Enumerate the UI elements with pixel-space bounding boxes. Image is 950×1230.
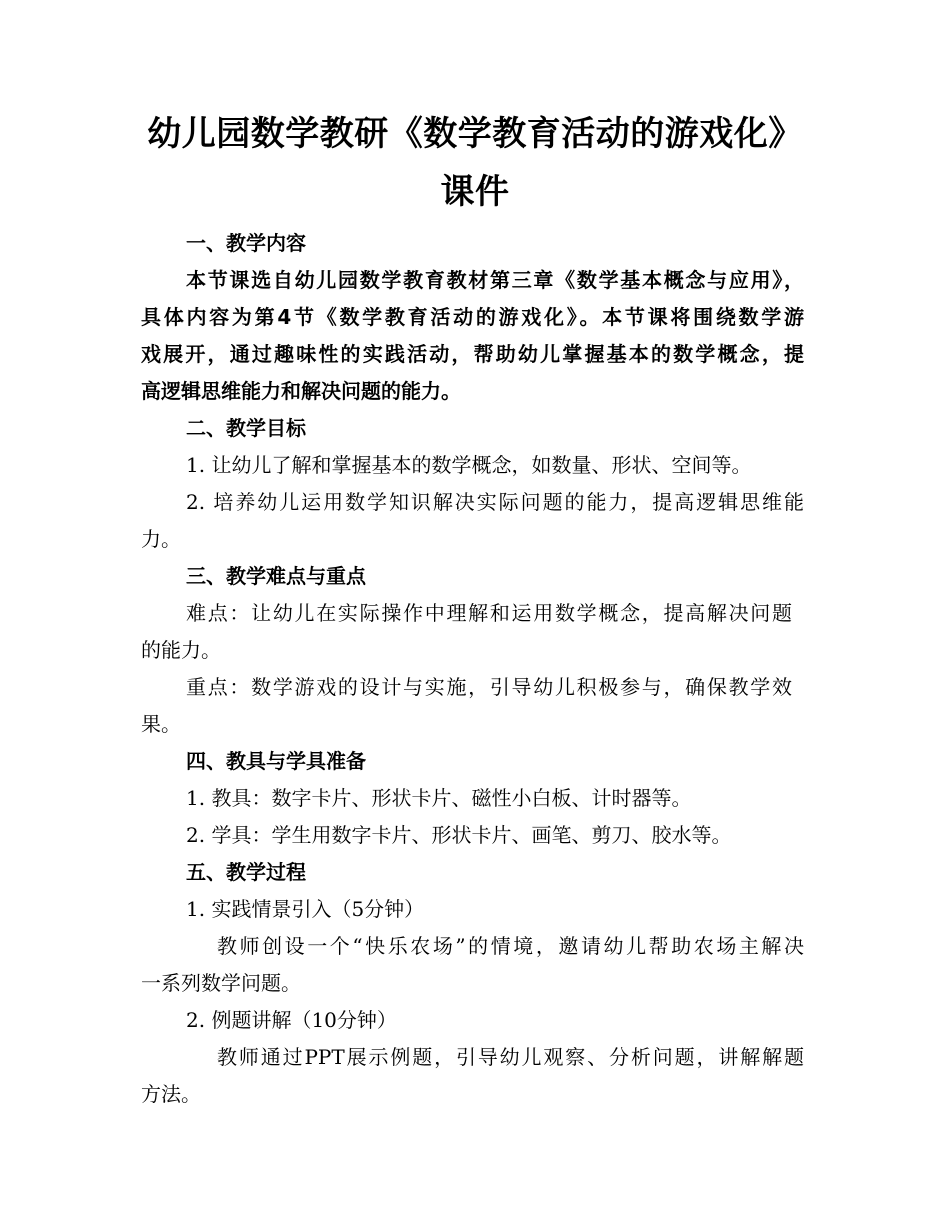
paragraph-line: 方法。	[141, 1082, 201, 1106]
section-heading-difficulties: 三、教学难点与重点	[186, 564, 366, 588]
paragraph-line: 本节课选自幼儿园数学教育教材第三章《数学基本概念与应用》，	[186, 268, 804, 292]
paragraph-line: 果。	[141, 712, 181, 736]
section-heading-process: 五、教学过程	[186, 860, 306, 884]
paragraph-line: 难点：让幼儿在实际操作中理解和运用数学概念，提高解决问题	[186, 601, 792, 625]
section-heading-content: 一、教学内容	[186, 231, 306, 255]
list-item: 2. 例题讲解（10分钟）	[186, 1008, 397, 1032]
paragraph-line: 具体内容为第4节《数学教育活动的游戏化》。本节课将围绕数学游	[141, 305, 804, 329]
list-item: 2. 学具：学生用数字卡片、形状卡片、画笔、剪刀、胶水等。	[186, 823, 732, 847]
paragraph-line: 一系列数学问题。	[141, 971, 301, 995]
list-item: 1. 教具：数字卡片、形状卡片、磁性小白板、计时器等。	[186, 786, 692, 810]
section-heading-objectives: 二、教学目标	[186, 416, 306, 440]
list-item: 1. 让幼儿了解和掌握基本的数学概念，如数量、形状、空间等。	[186, 453, 752, 477]
list-item-continuation: 力。	[141, 527, 181, 551]
list-item: 2. 培养幼儿运用数学知识解决实际问题的能力，提高逻辑思维能	[186, 490, 804, 514]
document-title-line-2: 课件	[440, 172, 510, 212]
paragraph-line: 戏展开，通过趣味性的实践活动，帮助幼儿掌握基本的数学概念，提	[141, 342, 804, 366]
paragraph-line: 教师通过PPT展示例题，引导幼儿观察、分析问题，讲解解题	[217, 1045, 804, 1069]
paragraph-line: 重点：数学游戏的设计与实施，引导幼儿积极参与，确保教学效	[186, 675, 792, 699]
list-item: 1. 实践情景引入（5分钟）	[186, 897, 425, 921]
paragraph-line: 的能力。	[141, 638, 221, 662]
paragraph-line: 教师创设一个“快乐农场”的情境，邀请幼儿帮助农场主解决	[217, 934, 804, 958]
document-title-line-1: 幼儿园数学教研《数学教育活动的游戏化》	[147, 114, 803, 154]
paragraph-line: 高逻辑思维能力和解决问题的能力。	[141, 379, 461, 403]
section-heading-materials: 四、教具与学具准备	[186, 749, 366, 773]
